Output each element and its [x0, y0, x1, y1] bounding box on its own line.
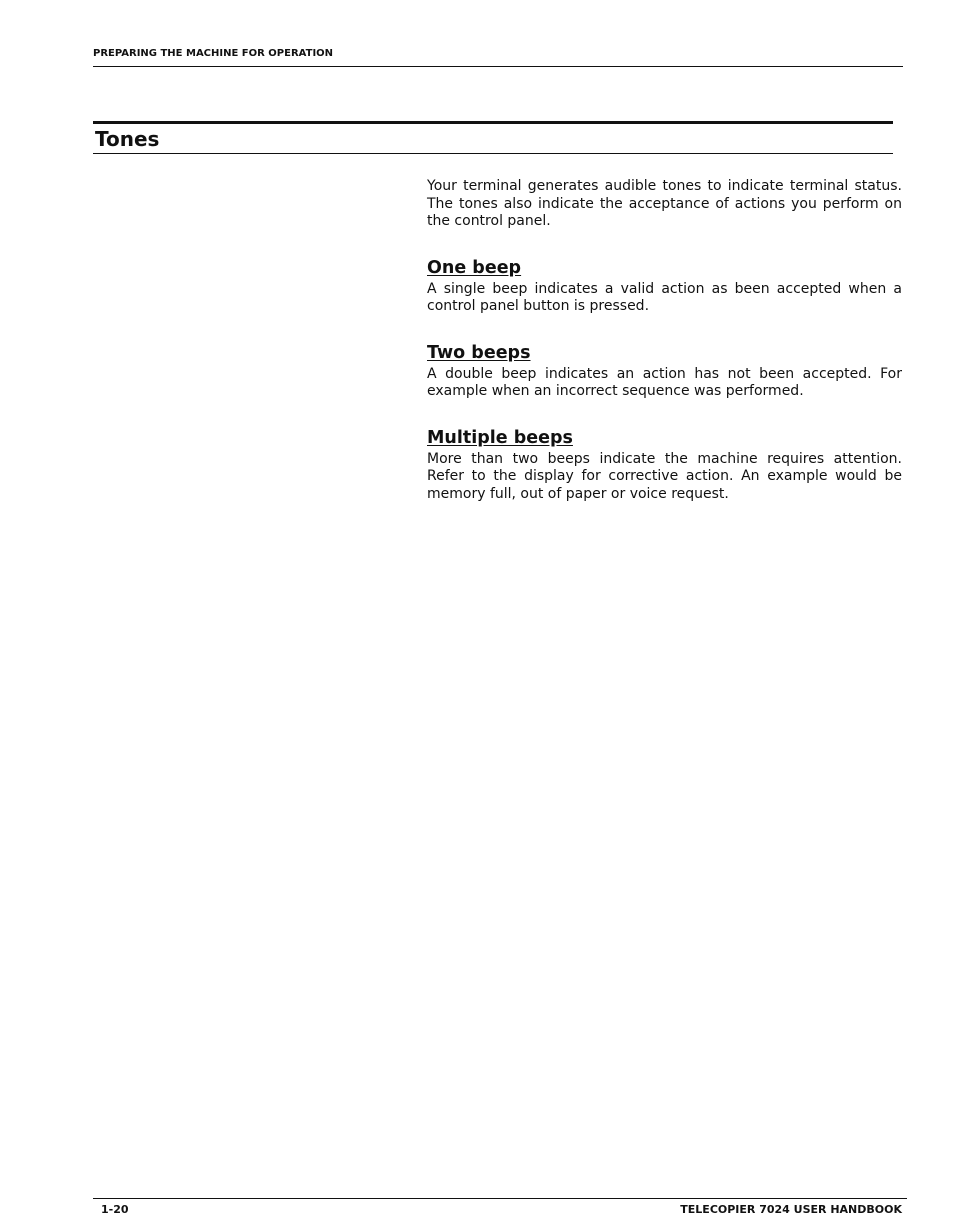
section-title-rule-bottom	[93, 153, 893, 154]
subsection-body: More than two beeps indicate the machine requires attention. Refer to the display for corrective action. An example would be memory full, out of paper or voice request.	[427, 450, 902, 502]
book-title: TELECOPIER 7024 USER HANDBOOK	[680, 1203, 902, 1216]
subsection-two-beeps	[427, 342, 902, 401]
intro-paragraph: Your terminal generates audible tones to indicate terminal status. The tones also indicate the acceptance of actions you perform on the control panel.	[427, 178, 902, 229]
subsection-one-beep	[427, 257, 902, 316]
section-title: Tones	[95, 127, 160, 151]
header-rule	[93, 66, 903, 67]
subsection-body: A single beep indicates a valid action as been accepted when a control panel button is pressed.	[427, 280, 902, 314]
subsection-heading: Multiple beeps	[427, 427, 573, 448]
page-number: 1-20	[101, 1203, 129, 1216]
subsection-heading: One beep	[427, 257, 522, 278]
running-header: PREPARING THE MACHINE FOR OPERATION	[93, 48, 334, 59]
section-content	[427, 178, 902, 529]
section-title-rule-top	[93, 121, 893, 124]
subsection-heading: Two beeps	[427, 342, 531, 363]
subsection-body: A double beep indicates an action has not been accepted. For example when an incorrect sequence was performed.	[427, 365, 902, 399]
subsection-multiple-beeps	[427, 427, 902, 504]
footer-rule	[93, 1198, 907, 1199]
